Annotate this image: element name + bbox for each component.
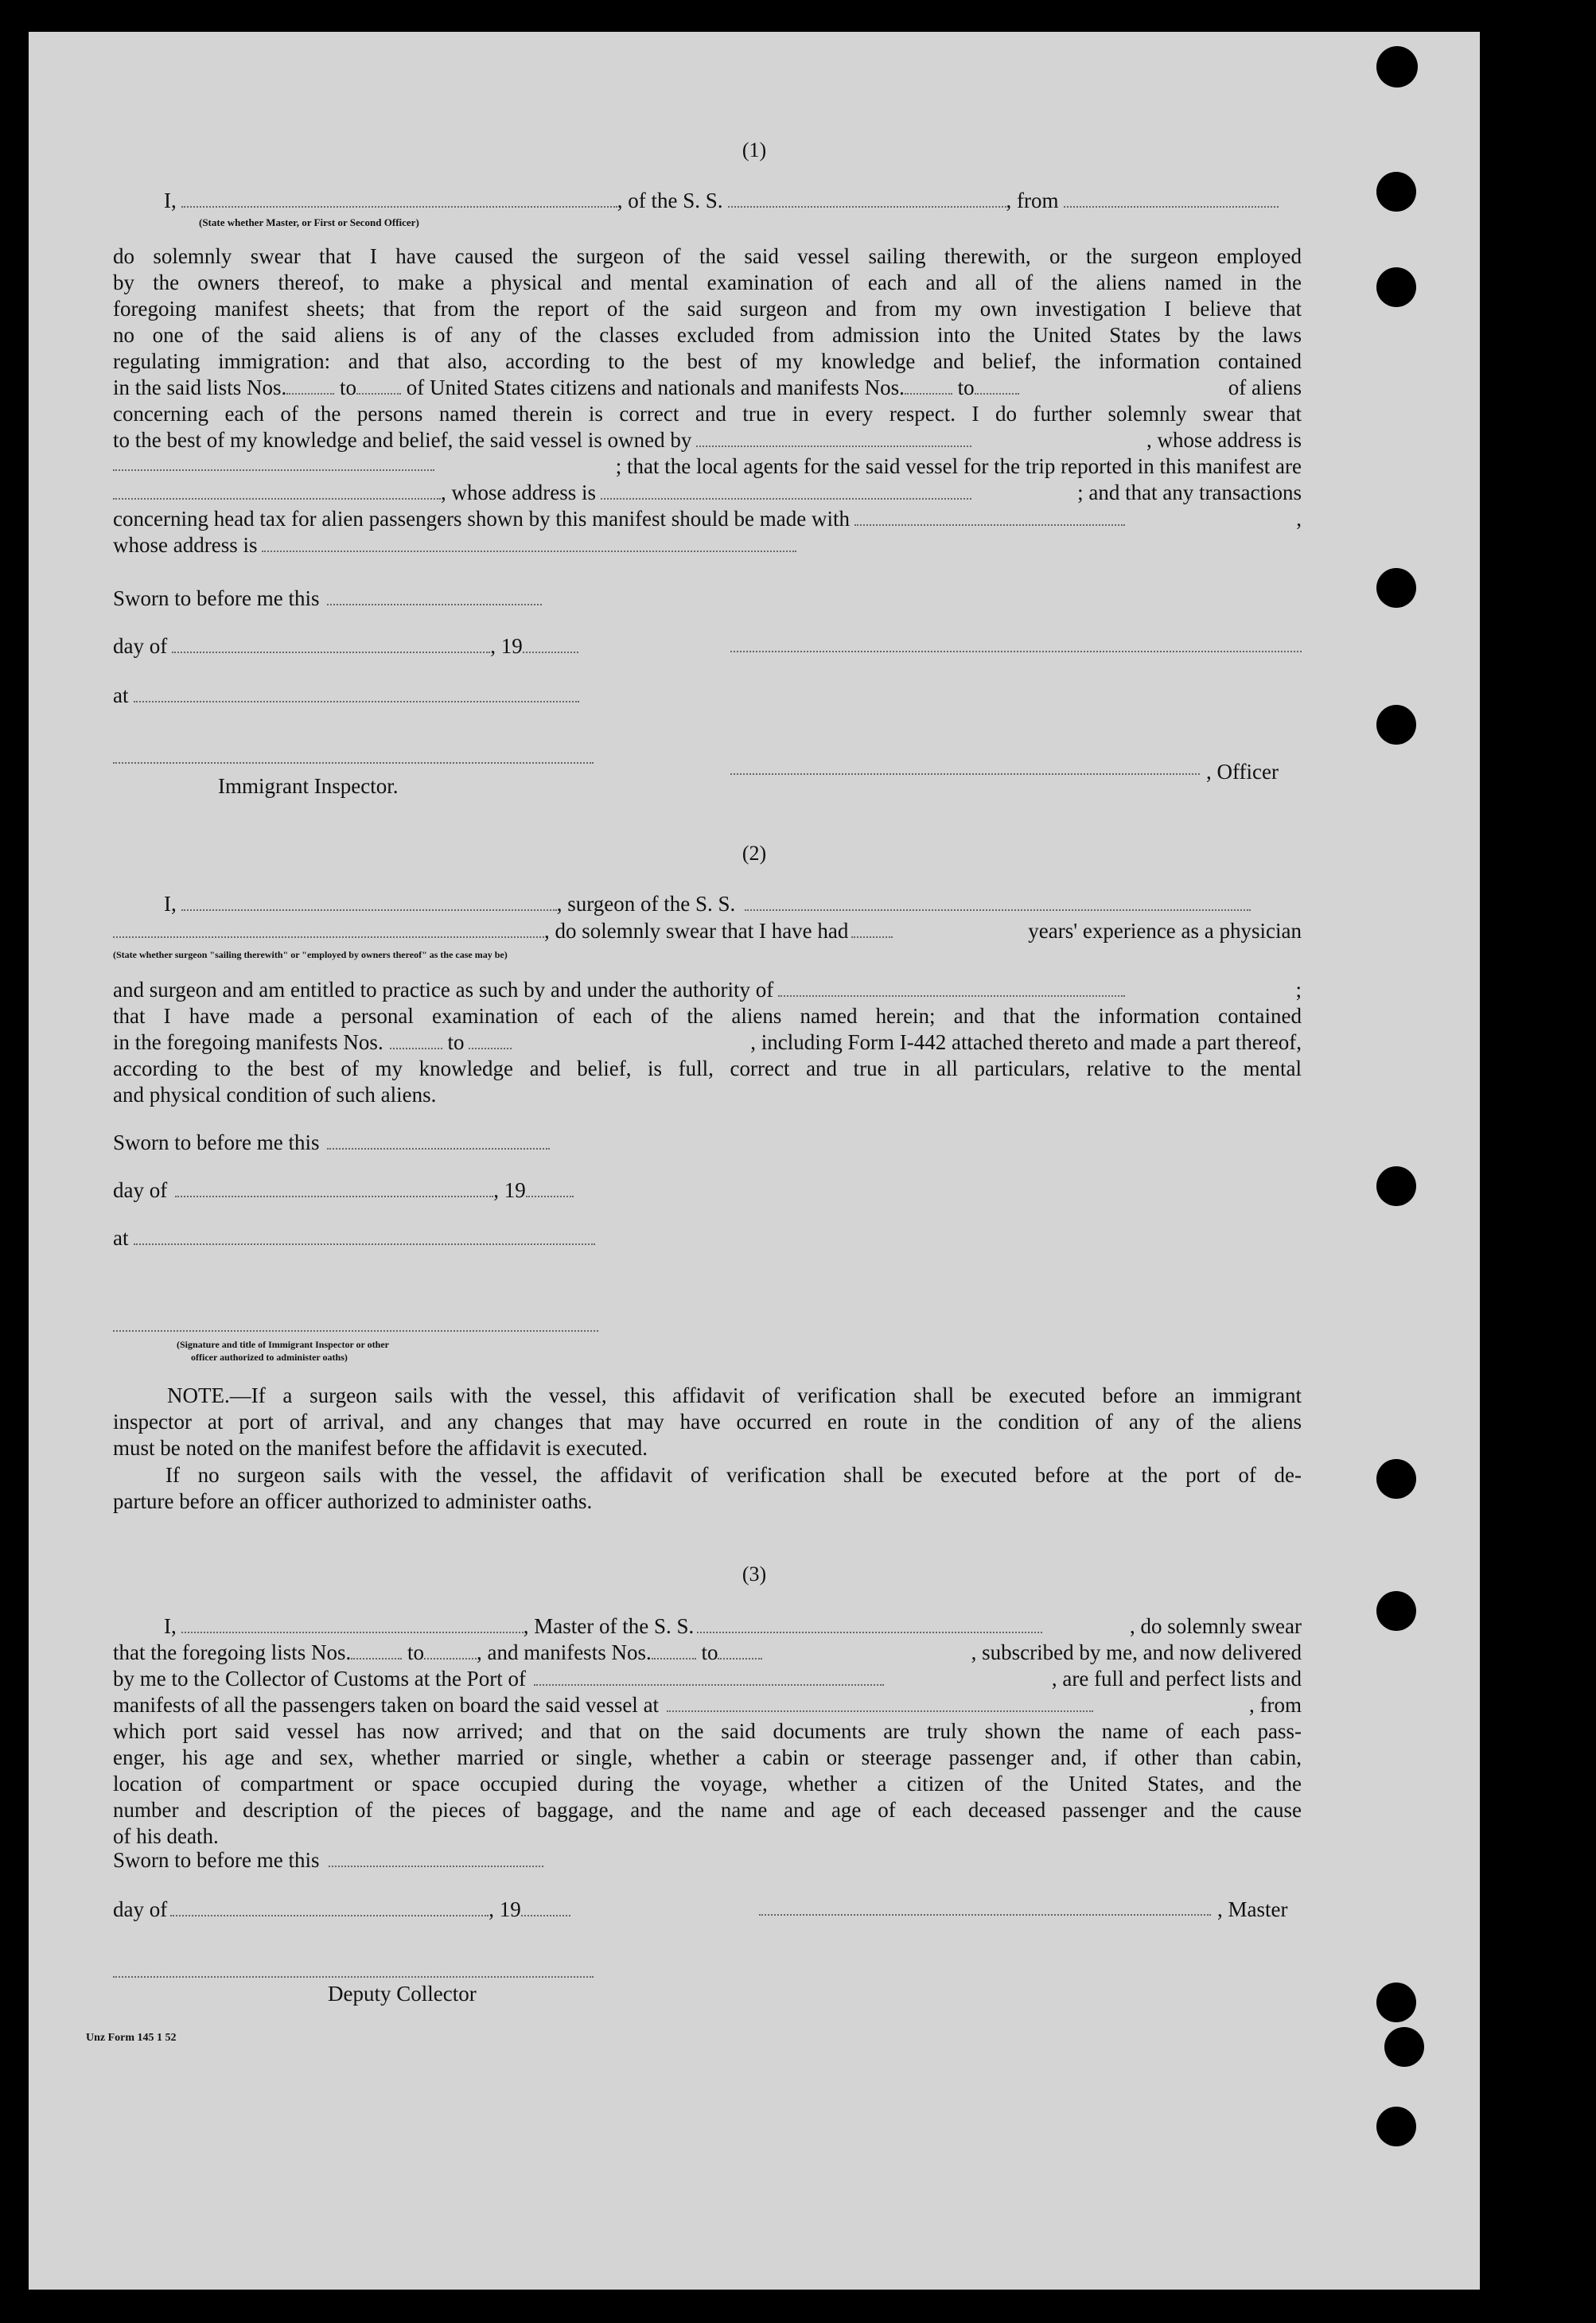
- lists-from-field[interactable]: [351, 1642, 402, 1660]
- section-1-line-12: whose address is: [113, 532, 1302, 558]
- signature-note: officer authorized to administer oaths): [191, 1352, 348, 1363]
- sworn-date-field[interactable]: [327, 588, 542, 605]
- note-text: parture before an officer authorized to administer oaths.: [113, 1489, 593, 1513]
- section-3-text: which port said vessel has now arrived; and that on the said documents are truly shown the name of each pass-: [113, 1719, 1302, 1743]
- day-of-month-field[interactable]: [172, 636, 490, 653]
- alien-manifest-to-field[interactable]: [975, 377, 1019, 395]
- alien-manifest-from-field[interactable]: [905, 377, 952, 395]
- section-1-text: do solemnly swear that I have caused the surgeon of the said vessel sailing therewith, or the surgeon employed: [113, 244, 1302, 268]
- master-signature-line[interactable]: [759, 1898, 1211, 1916]
- section-2-text: that I have made a personal examination of each of the aliens named herein; and that the information contained: [113, 1004, 1302, 1028]
- year-field[interactable]: [526, 1180, 574, 1197]
- section-3-day-of: day of , 19: [113, 1897, 1302, 1923]
- note-text: must be noted on the manifest before the affidavit is executed.: [113, 1436, 648, 1460]
- section-1-line-9: ; that the local agents for the said vessel for the trip reported in this manifest are: [113, 453, 1302, 480]
- note-text: NOTE.—If a surgeon sails with the vessel, this affidavit of verification shall be executed before an immigrant: [167, 1383, 1302, 1407]
- owner-address-field[interactable]: [113, 453, 434, 471]
- master-name-field[interactable]: [181, 1616, 524, 1633]
- section-1-line-10: , whose address is ; and that any transactions: [113, 480, 1302, 506]
- binder-hole: [1376, 705, 1416, 745]
- section-2-text: and physical condition of such aliens.: [113, 1083, 437, 1107]
- head-tax-address-field[interactable]: [262, 535, 796, 552]
- binder-hole: [1376, 2107, 1416, 2146]
- section-2-number: (2): [742, 842, 767, 865]
- surgeon-status-note: (State whether surgeon "sailing therewith" or "employed by owners thereof" as the case may be): [113, 949, 508, 960]
- section-1-day-of: day of , 19: [113, 633, 1302, 660]
- section-2-day-of: day of , 19: [113, 1177, 1302, 1204]
- inspector-signature-line[interactable]: [113, 1314, 598, 1332]
- section-2-text: according to the best of my knowledge and belief, is full, correct and true in all particulars, relative to the mental: [113, 1056, 1302, 1080]
- officer-signature-line[interactable]: [730, 757, 1200, 775]
- section-1-line-11: concerning head tax for alien passengers shown by this manifest should be made with ,: [113, 507, 1302, 531]
- section-1-text: no one of the said aliens is of any of the classes excluded from admission into the United States by the laws: [113, 323, 1302, 347]
- section-1-text: regulating immigration: and that also, according to the best of my knowledge and belief, the information contained: [113, 349, 1302, 373]
- section-1-sworn: Sworn to before me this: [113, 586, 1302, 612]
- surgeon-manifest-to-field[interactable]: [469, 1032, 512, 1049]
- section-2-line-1: I, , surgeon of the S. S.: [113, 891, 1302, 917]
- officer-label: , Officer: [1206, 760, 1279, 784]
- embarkation-port-field[interactable]: [667, 1695, 1093, 1712]
- binder-hole: [1384, 2027, 1424, 2067]
- section-2-line-2: , do solemnly swear that I have had years' experience as a physician: [113, 918, 1302, 944]
- binder-hole: [1376, 1459, 1416, 1499]
- surgeon-vessel-field[interactable]: [745, 893, 1251, 911]
- section-3-line-3: by me to the Collector of Customs at the Port of , are full and perfect lists and: [113, 1667, 1302, 1691]
- section-2-at: at: [113, 1225, 1302, 1251]
- surgeon-status-field[interactable]: [113, 920, 544, 938]
- binder-hole: [1376, 1166, 1416, 1206]
- note-text: If no surgeon sails with the vessel, the affidavit of verification shall be executed before at the port of de-: [165, 1463, 1302, 1487]
- binder-hole: [1376, 1983, 1416, 2022]
- section-1-text: concerning each of the persons named therein is correct and true in every respect. I do further solemnly swear that: [113, 402, 1302, 426]
- section-1-number: (1): [742, 138, 767, 161]
- section-3-number: (3): [742, 1562, 767, 1586]
- deputy-collector-label: Deputy Collector: [328, 1982, 477, 2006]
- surgeon-manifest-from-field[interactable]: [390, 1032, 442, 1049]
- section-3-line-1: I, , Master of the S. S. , do solemnly swear: [164, 1614, 1302, 1638]
- master-signature-line[interactable]: [730, 635, 1302, 652]
- note-text: inspector at port of arrival, and any changes that may have occurred en route in the condition of any of the aliens: [113, 1410, 1302, 1434]
- section-3-text: location of compartment or space occupied during the voyage, whether a citizen of the United States, and the: [113, 1772, 1302, 1796]
- section-2-sworn: Sworn to before me this: [113, 1130, 1302, 1156]
- signature-note: (Signature and title of Immigrant Inspector or other: [177, 1339, 389, 1350]
- head-tax-contact-field[interactable]: [854, 508, 1125, 526]
- customs-port-field[interactable]: [534, 1668, 884, 1686]
- vessel-owner-field[interactable]: [696, 430, 971, 447]
- section-1-line-6: in the said lists Nos. to of United States citizens and nationals and manifests Nos. to of aliens: [113, 375, 1302, 399]
- year-field[interactable]: [521, 1899, 570, 1916]
- binder-hole: [1376, 1591, 1416, 1631]
- inspector-signature-line[interactable]: [113, 746, 594, 764]
- manifests-from-field[interactable]: [652, 1642, 696, 1660]
- section-2-line-5: in the foregoing manifests Nos. to , including Form I-442 attached thereto and made a part thereof,: [113, 1030, 1302, 1054]
- master-name-field[interactable]: [181, 190, 617, 208]
- binder-hole: [1376, 46, 1418, 88]
- section-1-line-1: I, , of the S. S. , from: [113, 188, 1302, 214]
- master-label: , Master: [1217, 1897, 1288, 1921]
- form-page: [29, 32, 1480, 2290]
- sworn-location-field[interactable]: [134, 685, 579, 702]
- years-experience-field[interactable]: [851, 920, 893, 938]
- form-id: Unz Form 145 1 52: [86, 2032, 177, 2044]
- sworn-location-field[interactable]: [134, 1228, 595, 1245]
- sworn-date-field[interactable]: [329, 1850, 543, 1867]
- manifests-to-field[interactable]: [718, 1642, 762, 1660]
- practice-authority-field[interactable]: [778, 979, 1125, 997]
- section-1-line-8: to the best of my knowledge and belief, the said vessel is owned by , whose address is: [113, 428, 1302, 452]
- day-of-month-field[interactable]: [170, 1899, 489, 1916]
- citizen-list-from-field[interactable]: [286, 377, 334, 395]
- deputy-collector-signature-line[interactable]: [113, 1960, 594, 1978]
- section-1-text: foregoing manifest sheets; that from the report of the said surgeon and from my own investigation I believe that: [113, 297, 1302, 321]
- day-of-month-field[interactable]: [175, 1180, 493, 1197]
- binder-hole: [1376, 568, 1416, 608]
- section-3-line-4: manifests of all the passengers taken on board the said vessel at , from: [113, 1693, 1302, 1717]
- local-agents-field[interactable]: [113, 482, 441, 500]
- lists-to-field[interactable]: [424, 1642, 477, 1660]
- departure-port-field[interactable]: [1064, 190, 1279, 208]
- section-3-text: number and description of the pieces of baggage, and the name and age of each deceased passenger and the cause: [113, 1798, 1302, 1822]
- section-1-at: at: [113, 683, 1302, 709]
- section-3-text: enger, his age and sex, whether married or single, whether a cabin or steerage passenger and, if other than cabin,: [113, 1745, 1302, 1769]
- section-2-line-3: and surgeon and am entitled to practice as such by and under the authority of ;: [113, 978, 1302, 1002]
- section-3-sworn: Sworn to before me this: [113, 1847, 1302, 1874]
- section-3-text: of his death.: [113, 1824, 219, 1848]
- binder-hole: [1376, 267, 1416, 307]
- agent-address-field[interactable]: [601, 482, 971, 500]
- vessel-name-field[interactable]: [697, 1616, 1042, 1633]
- immigrant-inspector-label: Immigrant Inspector.: [218, 774, 399, 798]
- section-3-line-2: that the foregoing lists Nos. to , and manifests Nos. to , subscribed by me, and now delivered: [113, 1640, 1302, 1664]
- binder-hole: [1376, 172, 1416, 212]
- citizen-list-to-field[interactable]: [356, 377, 401, 395]
- section-1-text: by the owners thereof, to make a physical and mental examination of each and all of the aliens named in the: [113, 270, 1302, 294]
- year-field[interactable]: [523, 636, 578, 653]
- surgeon-name-field[interactable]: [181, 893, 557, 911]
- role-note: (State whether Master, or First or Second Officer): [199, 216, 419, 228]
- sworn-date-field[interactable]: [327, 1132, 550, 1150]
- vessel-name-field[interactable]: [728, 190, 1006, 208]
